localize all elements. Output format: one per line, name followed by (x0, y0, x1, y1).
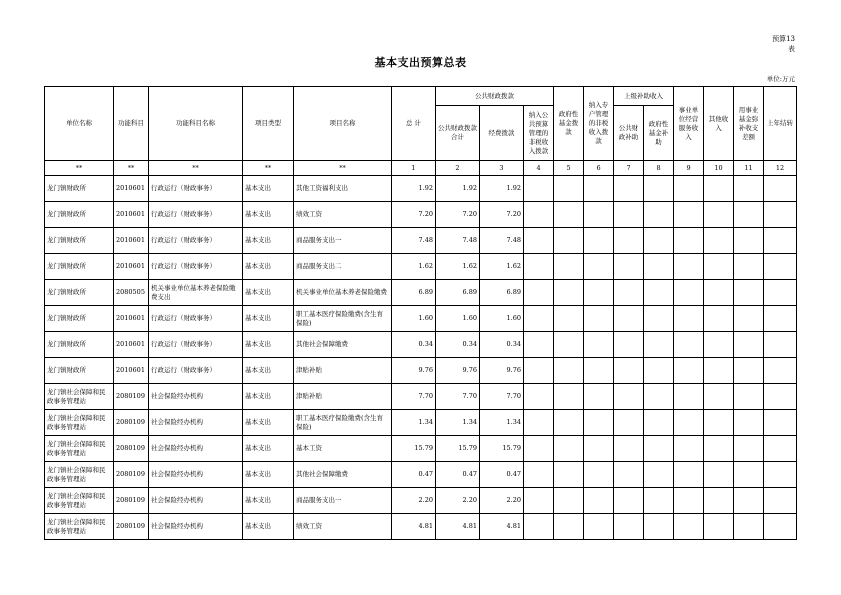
table-row (45, 384, 797, 410)
cell-business-income (674, 228, 704, 254)
cell-total: 4.81 (392, 514, 436, 540)
column-index-cell: 3 (480, 161, 524, 176)
cell-gov-fund (554, 462, 584, 488)
cell-carryover (764, 358, 797, 384)
cell-operating-fund: 1.62 (480, 254, 524, 280)
form-number-line1: 预算13 (772, 35, 795, 43)
cell-item-name: 其他社会保障缴费 (294, 462, 392, 488)
header-non-tax-income: 纳入公共预算管理的非税收入拨款 (524, 106, 554, 161)
cell-operating-fund: 2.20 (480, 488, 524, 514)
cell-item-type: 基本支出 (243, 280, 294, 306)
cell-unit-name: 龙门镇社会保障和民政事务管理站 (45, 488, 114, 514)
table-row (45, 436, 797, 462)
cell-upper-gov-fund (644, 228, 674, 254)
cell-item-name: 其他社会保障缴费 (294, 332, 392, 358)
cell-other-income (704, 358, 734, 384)
cell-public-fiscal-total: 7.48 (436, 228, 480, 254)
cell-item-type: 基本支出 (243, 514, 294, 540)
cell-carryover (764, 436, 797, 462)
header-gov-fund: 政府性基金拨款 (554, 87, 584, 161)
cell-fund-compensation (734, 384, 764, 410)
cell-item-type: 基本支出 (243, 306, 294, 332)
cell-non-tax-income (524, 306, 554, 332)
cell-carryover (764, 280, 797, 306)
header-unit-name: 单位名称 (45, 87, 114, 161)
cell-fund-compensation (734, 254, 764, 280)
cell-item-type: 基本支出 (243, 254, 294, 280)
budget-table (44, 86, 797, 540)
cell-other-income (704, 254, 734, 280)
cell-operating-fund: 7.48 (480, 228, 524, 254)
cell-other-income (704, 436, 734, 462)
column-index-cell: 12 (764, 161, 797, 176)
cell-func-name: 社会保险经办机构 (149, 462, 243, 488)
header-upper-public: 公共财政补助 (614, 106, 644, 161)
cell-func-code: 2010601 (114, 202, 149, 228)
cell-item-type: 基本支出 (243, 384, 294, 410)
cell-item-type: 基本支出 (243, 202, 294, 228)
cell-upper-gov-fund (644, 410, 674, 436)
cell-total: 9.76 (392, 358, 436, 384)
cell-non-tax-income (524, 176, 554, 202)
cell-upper-gov-fund (644, 332, 674, 358)
page-title: 基本支出预算总表 (374, 56, 467, 69)
cell-total: 0.34 (392, 332, 436, 358)
cell-unit-name: 龙门镇财政所 (45, 228, 114, 254)
cell-public-fiscal-total: 0.34 (436, 332, 480, 358)
cell-func-name: 社会保险经办机构 (149, 410, 243, 436)
cell-business-income (674, 280, 704, 306)
cell-func-name: 社会保险经办机构 (149, 436, 243, 462)
cell-upper-public (614, 384, 644, 410)
cell-item-name: 商品服务支出一 (294, 488, 392, 514)
cell-func-name: 行政运行（财政事务） (149, 332, 243, 358)
header-total: 总 计 (392, 87, 436, 161)
cell-func-code: 2010601 (114, 228, 149, 254)
cell-total: 15.79 (392, 436, 436, 462)
cell-operating-fund: 1.60 (480, 306, 524, 332)
cell-fund-compensation (734, 228, 764, 254)
cell-operating-fund: 0.47 (480, 462, 524, 488)
cell-public-fiscal-total: 0.47 (436, 462, 480, 488)
cell-operating-fund: 4.81 (480, 514, 524, 540)
table-row (45, 202, 797, 228)
column-index-row (45, 161, 797, 176)
cell-special-account (584, 228, 614, 254)
cell-business-income (674, 488, 704, 514)
cell-gov-fund (554, 384, 584, 410)
cell-unit-name: 龙门镇社会保障和民政事务管理站 (45, 436, 114, 462)
cell-unit-name: 龙门镇财政所 (45, 202, 114, 228)
cell-gov-fund (554, 228, 584, 254)
cell-upper-gov-fund (644, 358, 674, 384)
cell-item-name: 职工基本医疗保险缴费(含生育保险) (294, 306, 392, 332)
cell-gov-fund (554, 254, 584, 280)
cell-upper-public (614, 488, 644, 514)
cell-gov-fund (554, 514, 584, 540)
cell-func-code: 2010601 (114, 254, 149, 280)
header-public-fiscal-total: 公共财政拨款合计 (436, 106, 480, 161)
cell-func-name: 社会保险经办机构 (149, 514, 243, 540)
cell-upper-gov-fund (644, 306, 674, 332)
cell-total: 1.62 (392, 254, 436, 280)
cell-func-code: 2080109 (114, 384, 149, 410)
cell-func-code: 2080109 (114, 436, 149, 462)
cell-special-account (584, 280, 614, 306)
cell-total: 1.92 (392, 176, 436, 202)
cell-fund-compensation (734, 306, 764, 332)
table-body (45, 161, 797, 540)
cell-other-income (704, 410, 734, 436)
cell-item-name: 绩效工资 (294, 514, 392, 540)
cell-special-account (584, 384, 614, 410)
cell-upper-gov-fund (644, 384, 674, 410)
cell-func-name: 社会保险经办机构 (149, 384, 243, 410)
cell-carryover (764, 410, 797, 436)
cell-non-tax-income (524, 332, 554, 358)
cell-operating-fund: 15.79 (480, 436, 524, 462)
cell-upper-public (614, 436, 644, 462)
cell-other-income (704, 228, 734, 254)
cell-unit-name: 龙门镇社会保障和民政事务管理站 (45, 410, 114, 436)
cell-other-income (704, 488, 734, 514)
cell-item-name: 商品服务支出二 (294, 254, 392, 280)
cell-upper-public (614, 280, 644, 306)
cell-operating-fund: 7.20 (480, 202, 524, 228)
cell-func-name: 行政运行（财政事务） (149, 202, 243, 228)
cell-business-income (674, 254, 704, 280)
cell-carryover (764, 202, 797, 228)
form-number-line2: 表 (788, 45, 795, 53)
table-row (45, 228, 797, 254)
cell-public-fiscal-total: 9.76 (436, 358, 480, 384)
cell-carryover (764, 332, 797, 358)
cell-public-fiscal-total: 4.81 (436, 514, 480, 540)
cell-business-income (674, 176, 704, 202)
table-row (45, 358, 797, 384)
cell-item-name: 津贴补贴 (294, 358, 392, 384)
cell-upper-public (614, 306, 644, 332)
cell-func-code: 2080109 (114, 410, 149, 436)
cell-total: 7.48 (392, 228, 436, 254)
cell-unit-name: 龙门镇财政所 (45, 176, 114, 202)
cell-total: 2.20 (392, 488, 436, 514)
column-index-cell: 9 (674, 161, 704, 176)
cell-non-tax-income (524, 384, 554, 410)
cell-func-name: 行政运行（财政事务） (149, 254, 243, 280)
header-carryover: 上年结转 (764, 87, 797, 161)
cell-item-type: 基本支出 (243, 228, 294, 254)
table-header (45, 87, 797, 161)
cell-upper-public (614, 514, 644, 540)
cell-operating-fund: 1.34 (480, 410, 524, 436)
cell-public-fiscal-total: 15.79 (436, 436, 480, 462)
cell-func-code: 2010601 (114, 176, 149, 202)
cell-upper-gov-fund (644, 462, 674, 488)
cell-non-tax-income (524, 358, 554, 384)
table-row (45, 410, 797, 436)
cell-other-income (704, 176, 734, 202)
cell-fund-compensation (734, 280, 764, 306)
cell-unit-name: 龙门镇社会保障和民政事务管理站 (45, 384, 114, 410)
cell-unit-name: 龙门镇社会保障和民政事务管理站 (45, 462, 114, 488)
cell-carryover (764, 514, 797, 540)
form-number-label (772, 34, 795, 54)
cell-upper-public (614, 462, 644, 488)
column-index-cell: 5 (554, 161, 584, 176)
cell-public-fiscal-total: 1.60 (436, 306, 480, 332)
cell-other-income (704, 384, 734, 410)
cell-operating-fund: 1.92 (480, 176, 524, 202)
cell-unit-name: 龙门镇财政所 (45, 306, 114, 332)
cell-operating-fund: 7.70 (480, 384, 524, 410)
cell-special-account (584, 410, 614, 436)
cell-public-fiscal-total: 7.20 (436, 202, 480, 228)
cell-func-code: 2080109 (114, 514, 149, 540)
cell-item-name: 机关事业单位基本养老保险缴费 (294, 280, 392, 306)
cell-carryover (764, 384, 797, 410)
cell-carryover (764, 228, 797, 254)
header-upper-subsidy-group: 上级补助收入 (614, 87, 674, 106)
cell-func-code: 2080505 (114, 280, 149, 306)
column-index-cell: ** (149, 161, 243, 176)
cell-func-code: 2010601 (114, 306, 149, 332)
cell-special-account (584, 462, 614, 488)
header-item-name: 项目名称 (294, 87, 392, 161)
header-item-type: 项目类型 (243, 87, 294, 161)
cell-non-tax-income (524, 410, 554, 436)
cell-special-account (584, 332, 614, 358)
cell-func-code: 2080109 (114, 488, 149, 514)
header-fund-compensation: 用事业基金弥补收支差额 (734, 87, 764, 161)
header-other-income: 其他收入 (704, 87, 734, 161)
cell-other-income (704, 306, 734, 332)
cell-item-type: 基本支出 (243, 332, 294, 358)
cell-business-income (674, 436, 704, 462)
cell-other-income (704, 332, 734, 358)
cell-other-income (704, 462, 734, 488)
cell-business-income (674, 306, 704, 332)
cell-gov-fund (554, 332, 584, 358)
cell-special-account (584, 358, 614, 384)
cell-non-tax-income (524, 514, 554, 540)
cell-total: 6.89 (392, 280, 436, 306)
cell-item-name: 商品服务支出一 (294, 228, 392, 254)
cell-item-type: 基本支出 (243, 488, 294, 514)
cell-func-code: 2010601 (114, 358, 149, 384)
cell-non-tax-income (524, 228, 554, 254)
cell-operating-fund: 9.76 (480, 358, 524, 384)
cell-unit-name: 龙门镇财政所 (45, 280, 114, 306)
column-index-cell: 1 (392, 161, 436, 176)
cell-upper-public (614, 358, 644, 384)
table-row (45, 280, 797, 306)
header-operating-fund: 经费拨款 (480, 106, 524, 161)
cell-business-income (674, 332, 704, 358)
column-index-cell: 10 (704, 161, 734, 176)
column-index-cell: 7 (614, 161, 644, 176)
cell-fund-compensation (734, 202, 764, 228)
cell-unit-name: 龙门镇财政所 (45, 358, 114, 384)
cell-unit-name: 龙门镇财政所 (45, 332, 114, 358)
cell-item-type: 基本支出 (243, 358, 294, 384)
cell-total: 7.20 (392, 202, 436, 228)
cell-operating-fund: 0.34 (480, 332, 524, 358)
cell-fund-compensation (734, 462, 764, 488)
cell-total: 1.34 (392, 410, 436, 436)
cell-business-income (674, 202, 704, 228)
table-row (45, 488, 797, 514)
cell-fund-compensation (734, 358, 764, 384)
cell-upper-public (614, 202, 644, 228)
cell-item-name: 津贴补贴 (294, 384, 392, 410)
cell-non-tax-income (524, 202, 554, 228)
header-special-account: 纳入专户管理的非税收入拨款 (584, 87, 614, 161)
header-public-fiscal-group: 公共财政拨款 (436, 87, 554, 106)
cell-business-income (674, 462, 704, 488)
table-row (45, 332, 797, 358)
column-index-cell: ** (243, 161, 294, 176)
cell-func-name: 行政运行（财政事务） (149, 176, 243, 202)
column-index-cell: 4 (524, 161, 554, 176)
cell-business-income (674, 514, 704, 540)
column-index-cell: ** (45, 161, 114, 176)
cell-upper-gov-fund (644, 280, 674, 306)
cell-business-income (674, 358, 704, 384)
cell-total: 0.47 (392, 462, 436, 488)
cell-carryover (764, 488, 797, 514)
cell-item-type: 基本支出 (243, 436, 294, 462)
cell-upper-public (614, 176, 644, 202)
cell-carryover (764, 254, 797, 280)
cell-non-tax-income (524, 488, 554, 514)
cell-gov-fund (554, 358, 584, 384)
cell-upper-public (614, 228, 644, 254)
cell-fund-compensation (734, 488, 764, 514)
unit-label: 单位:万元 (766, 75, 795, 83)
cell-non-tax-income (524, 280, 554, 306)
header-business-income: 事业单位经营服务收入 (674, 87, 704, 161)
cell-item-type: 基本支出 (243, 176, 294, 202)
cell-carryover (764, 462, 797, 488)
cell-operating-fund: 6.89 (480, 280, 524, 306)
cell-public-fiscal-total: 1.92 (436, 176, 480, 202)
cell-item-type: 基本支出 (243, 410, 294, 436)
column-index-cell: 11 (734, 161, 764, 176)
cell-upper-public (614, 410, 644, 436)
cell-carryover (764, 306, 797, 332)
cell-func-code: 2080109 (114, 462, 149, 488)
cell-upper-public (614, 254, 644, 280)
cell-unit-name: 龙门镇社会保障和民政事务管理站 (45, 514, 114, 540)
cell-gov-fund (554, 202, 584, 228)
cell-carryover (764, 176, 797, 202)
column-index-cell: 8 (644, 161, 674, 176)
column-index-cell: 2 (436, 161, 480, 176)
cell-fund-compensation (734, 176, 764, 202)
cell-item-name: 其他工资福利支出 (294, 176, 392, 202)
cell-upper-gov-fund (644, 514, 674, 540)
cell-fund-compensation (734, 514, 764, 540)
cell-fund-compensation (734, 332, 764, 358)
table-row (45, 514, 797, 540)
cell-upper-public (614, 332, 644, 358)
cell-special-account (584, 254, 614, 280)
cell-non-tax-income (524, 436, 554, 462)
cell-gov-fund (554, 410, 584, 436)
cell-gov-fund (554, 488, 584, 514)
column-index-cell: 6 (584, 161, 614, 176)
cell-upper-gov-fund (644, 202, 674, 228)
cell-public-fiscal-total: 2.20 (436, 488, 480, 514)
cell-public-fiscal-total: 1.34 (436, 410, 480, 436)
table-row (45, 254, 797, 280)
cell-gov-fund (554, 176, 584, 202)
cell-item-name: 绩效工资 (294, 202, 392, 228)
cell-upper-gov-fund (644, 176, 674, 202)
cell-item-name: 职工基本医疗保险缴费(含生育保险) (294, 410, 392, 436)
cell-special-account (584, 436, 614, 462)
cell-total: 7.70 (392, 384, 436, 410)
cell-special-account (584, 176, 614, 202)
cell-upper-gov-fund (644, 488, 674, 514)
header-func-code: 功能科目 (114, 87, 149, 161)
cell-upper-gov-fund (644, 436, 674, 462)
cell-special-account (584, 202, 614, 228)
table-row (45, 462, 797, 488)
cell-func-code: 2010601 (114, 332, 149, 358)
column-index-cell: ** (114, 161, 149, 176)
cell-gov-fund (554, 280, 584, 306)
cell-business-income (674, 410, 704, 436)
table-row (45, 306, 797, 332)
cell-other-income (704, 202, 734, 228)
cell-total: 1.60 (392, 306, 436, 332)
cell-upper-gov-fund (644, 254, 674, 280)
cell-func-name: 行政运行（财政事务） (149, 306, 243, 332)
cell-public-fiscal-total: 6.89 (436, 280, 480, 306)
cell-func-name: 行政运行（财政事务） (149, 358, 243, 384)
cell-fund-compensation (734, 436, 764, 462)
cell-func-name: 社会保险经办机构 (149, 488, 243, 514)
cell-business-income (674, 384, 704, 410)
cell-item-type: 基本支出 (243, 462, 294, 488)
header-upper-gov-fund: 政府性基金补助 (644, 106, 674, 161)
cell-gov-fund (554, 306, 584, 332)
cell-item-name: 基本工资 (294, 436, 392, 462)
cell-func-name: 行政运行（财政事务） (149, 228, 243, 254)
cell-func-name: 机关事业单位基本养老保险缴费支出 (149, 280, 243, 306)
cell-special-account (584, 488, 614, 514)
table-row (45, 176, 797, 202)
cell-other-income (704, 514, 734, 540)
cell-public-fiscal-total: 1.62 (436, 254, 480, 280)
cell-unit-name: 龙门镇财政所 (45, 254, 114, 280)
header-func-name: 功能科目名称 (149, 87, 243, 161)
cell-gov-fund (554, 436, 584, 462)
cell-public-fiscal-total: 7.70 (436, 384, 480, 410)
cell-special-account (584, 306, 614, 332)
cell-non-tax-income (524, 254, 554, 280)
cell-fund-compensation (734, 410, 764, 436)
cell-other-income (704, 280, 734, 306)
cell-non-tax-income (524, 462, 554, 488)
column-index-cell: ** (294, 161, 392, 176)
cell-special-account (584, 514, 614, 540)
